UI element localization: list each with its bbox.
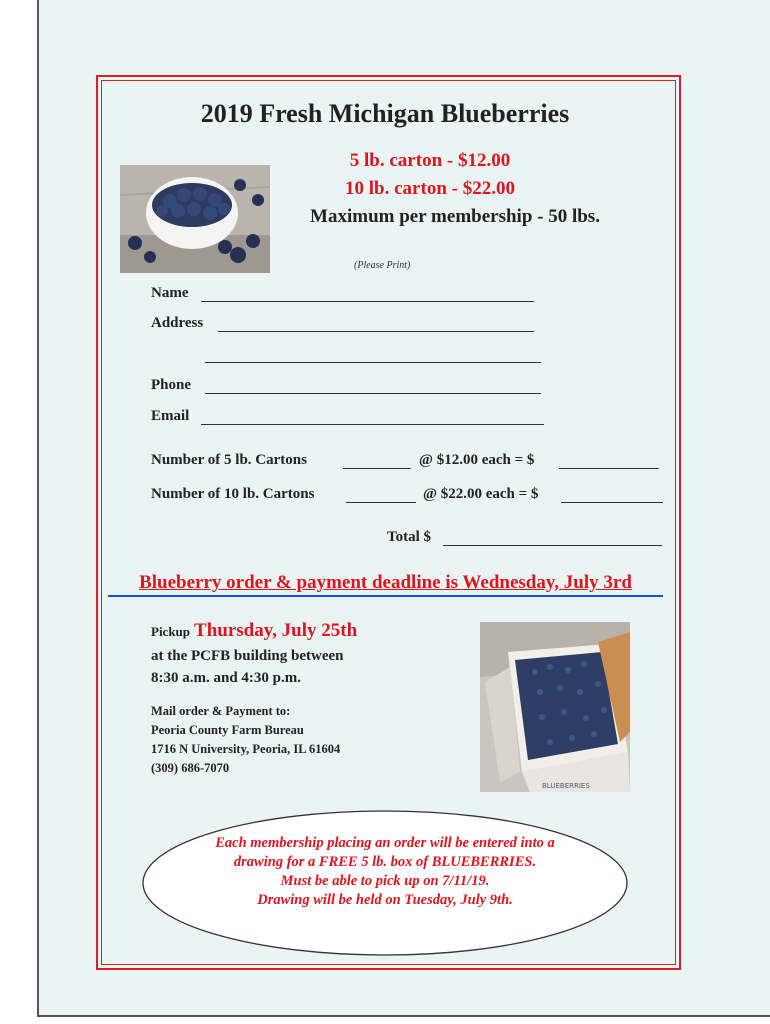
please-print-note: (Please Print) (354, 260, 411, 271)
name-field[interactable] (201, 301, 534, 302)
five-lb-amount-field[interactable] (559, 468, 659, 469)
total-label: Total $ (387, 529, 432, 545)
pickup-heading (151, 620, 357, 642)
five-lb-cartons-label: Number of 5 lb. Cartons (151, 452, 307, 468)
pickup-date: Thursday, July 25th (194, 620, 358, 641)
name-label: Name (151, 285, 189, 301)
five-lb-price-label: @ $12.00 each = $ (419, 452, 535, 468)
drawing-line-3: Must be able to pick up on 7/11/19. (280, 873, 490, 889)
maximum-per-membership: Maximum per membership - 50 lbs. (310, 206, 600, 227)
ten-lb-cartons-label: Number of 10 lb. Cartons (151, 486, 315, 502)
deadline-underline (108, 595, 663, 597)
address-label: Address (151, 315, 204, 331)
mail-heading: Mail order & Payment to: (151, 704, 291, 718)
flyer-title: 2019 Fresh Michigan Blueberries (200, 99, 570, 128)
ten-lb-price-label: @ $22.00 each = $ (423, 486, 539, 502)
address-field[interactable] (218, 331, 534, 332)
mail-organization: Peoria County Farm Bureau (151, 723, 304, 737)
ten-lb-amount-field[interactable] (561, 502, 663, 503)
mail-address: 1716 N University, Peoria, IL 61604 (151, 742, 341, 756)
email-label: Email (151, 408, 190, 424)
phone-label: Phone (151, 377, 192, 393)
drawing-line-2: drawing for a FREE 5 lb. box of BLUEBERRIES. (233, 854, 537, 870)
drawing-line-4: Drawing will be held on Tuesday, July 9th. (257, 892, 513, 908)
box-print-text: BLUEBERRIES (542, 782, 590, 790)
total-field[interactable] (443, 545, 662, 546)
pickup-location: at the PCFB building between (151, 648, 344, 664)
email-field[interactable] (201, 424, 544, 425)
pickup-label: Pickup (151, 624, 191, 639)
order-deadline: Blueberry order & payment deadline is Wednesday, July 3rd (139, 572, 632, 593)
mail-phone: (309) 686-7070 (151, 761, 230, 775)
price-5lb: 5 lb. carton - $12.00 (349, 150, 511, 171)
five-lb-quantity-field[interactable] (343, 468, 411, 469)
price-10lb: 10 lb. carton - $22.00 (345, 178, 515, 199)
ten-lb-quantity-field[interactable] (346, 502, 416, 503)
phone-field[interactable] (205, 393, 541, 394)
address-field-line-2[interactable] (205, 362, 541, 363)
pickup-hours: 8:30 a.m. and 4:30 p.m. (151, 670, 302, 686)
drawing-announcement (155, 834, 615, 910)
drawing-line-1: Each membership placing an order will be entered into a (215, 835, 555, 851)
blueberry-box-photo (480, 622, 630, 792)
